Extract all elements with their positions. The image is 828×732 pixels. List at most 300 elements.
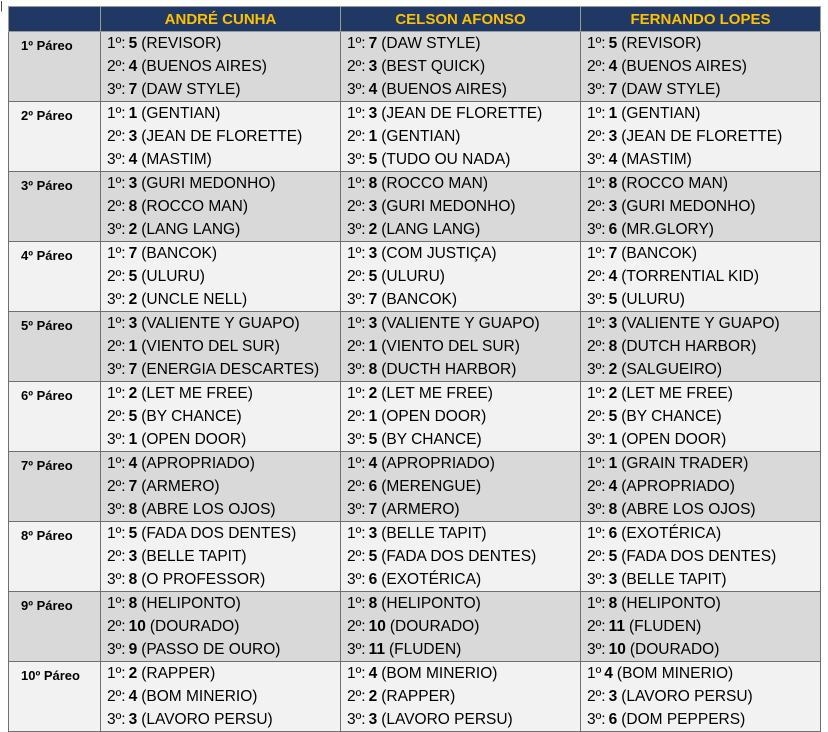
tip-line <box>341 545 580 568</box>
horse-number: 5 <box>368 151 378 168</box>
horse-name: (MERENGUE) <box>381 478 482 495</box>
finish-position: 2º: <box>347 268 366 285</box>
horse-number: 8 <box>128 198 138 215</box>
horse-name: (FADA DOS DENTES) <box>381 548 537 565</box>
horse-number: 1 <box>608 455 618 472</box>
horse-number: 10 <box>608 641 626 658</box>
tip-line <box>101 172 340 195</box>
horse-number: 3 <box>368 525 378 542</box>
horse-number: 3 <box>368 711 378 728</box>
horse-name: (LAVORO PERSU) <box>141 711 273 728</box>
horse-number: 5 <box>608 408 618 425</box>
tip-line <box>101 55 340 78</box>
finish-position: 2º: <box>107 198 126 215</box>
tip-line <box>581 382 820 405</box>
horse-name: (HELIPONTO) <box>621 595 721 612</box>
horse-name: (LAVORO PERSU) <box>381 711 513 728</box>
horse-name: (FADA DOS DENTES) <box>141 525 297 542</box>
horse-number: 2 <box>608 385 618 402</box>
tip-line <box>581 428 820 451</box>
horse-name: (LANG LANG) <box>381 221 481 238</box>
tip-line <box>581 592 820 615</box>
finish-position: 1º: <box>107 525 126 542</box>
horse-name: (MASTIM) <box>141 151 212 168</box>
tip-cell <box>101 172 341 242</box>
horse-number: 4 <box>608 151 618 168</box>
horse-number: 8 <box>608 175 618 192</box>
tip-line <box>101 218 340 241</box>
horse-name: (RAPPER) <box>381 688 456 705</box>
tip-cell <box>581 172 821 242</box>
tip-line <box>581 288 820 311</box>
race-label: 3º Páreo <box>9 172 101 242</box>
tip-line <box>581 55 820 78</box>
horse-number: 6 <box>608 525 618 542</box>
horse-number: 1 <box>608 431 618 448</box>
tip-line <box>101 102 340 125</box>
tip-cell <box>341 102 581 172</box>
tip-line <box>341 242 580 265</box>
finish-position: 1º: <box>587 525 606 542</box>
finish-position: 3º: <box>107 81 126 98</box>
tip-line <box>581 638 820 661</box>
tip-cell <box>341 172 581 242</box>
tip-line <box>101 662 340 685</box>
tip-line <box>341 148 580 171</box>
horse-number: 8 <box>128 595 138 612</box>
finish-position: 2º: <box>347 128 366 145</box>
horse-name: (ULURU) <box>381 268 445 285</box>
horse-number: 3 <box>608 571 618 588</box>
horse-number: 4 <box>608 268 618 285</box>
finish-position: 3º: <box>587 501 606 518</box>
horse-name: (VALIENTE Y GUAPO) <box>141 315 300 332</box>
finish-position: 3º: <box>107 291 126 308</box>
horse-number: 3 <box>128 548 138 565</box>
finish-position: 3º: <box>587 641 606 658</box>
horse-name: (ARMERO) <box>141 478 220 495</box>
horse-name: (ENERGIA DESCARTES) <box>141 361 320 378</box>
tip-line <box>341 428 580 451</box>
horse-name: (BUENOS AIRES) <box>141 58 267 75</box>
horse-number: 6 <box>368 571 378 588</box>
finish-position: 3º: <box>587 711 606 728</box>
horse-name: (JEAN DE FLORETTE) <box>381 105 543 122</box>
horse-number: 1 <box>368 338 378 355</box>
tip-line <box>581 358 820 381</box>
horse-name: (FLUDEN) <box>628 618 702 635</box>
tip-cell <box>581 592 821 662</box>
tip-line <box>101 195 340 218</box>
tip-line <box>581 242 820 265</box>
finish-position: 3º: <box>587 221 606 238</box>
tip-line <box>101 685 340 708</box>
horse-number: 4 <box>368 81 378 98</box>
horse-name: (UNCLE NELL) <box>141 291 248 308</box>
tip-line <box>341 78 580 101</box>
horse-number: 4 <box>368 665 378 682</box>
horse-name: (HELIPONTO) <box>381 595 481 612</box>
horse-number: 3 <box>128 711 138 728</box>
horse-number: 3 <box>608 315 618 332</box>
finish-position: 3º: <box>587 291 606 308</box>
finish-position: 3º: <box>347 711 366 728</box>
tip-line <box>101 568 340 591</box>
race-row <box>9 102 821 172</box>
tip-cell <box>581 32 821 102</box>
finish-position: 1º: <box>347 525 366 542</box>
horse-name: (DOM PEPPERS) <box>621 711 746 728</box>
horse-number: 5 <box>368 548 378 565</box>
tip-cell <box>341 662 581 732</box>
horse-number: 2 <box>368 385 378 402</box>
finish-position: 2º: <box>587 618 606 635</box>
race-label: 8º Páreo <box>9 522 101 592</box>
horse-name: (BANCOK) <box>621 245 698 262</box>
tip-line <box>581 32 820 55</box>
tip-cell <box>341 32 581 102</box>
horse-number: 6 <box>368 478 378 495</box>
horse-name: (DOURADO) <box>149 618 240 635</box>
finish-position: 1º: <box>347 315 366 332</box>
horse-name: (BANCOK) <box>141 245 218 262</box>
tip-line <box>581 662 820 685</box>
horse-number: 3 <box>608 688 618 705</box>
tip-line <box>581 708 820 731</box>
horse-name: (BELLE TAPIT) <box>141 548 247 565</box>
finish-position: 2º: <box>347 478 366 495</box>
finish-position: 1º: <box>107 665 126 682</box>
horse-number: 8 <box>608 595 618 612</box>
horse-name: (RAPPER) <box>141 665 216 682</box>
finish-position: 2º: <box>587 198 606 215</box>
tip-line <box>101 312 340 335</box>
finish-position: 2º: <box>347 408 366 425</box>
race-row <box>9 662 821 732</box>
finish-position: 2º: <box>107 268 126 285</box>
horse-number: 4 <box>608 478 618 495</box>
finish-position: 3º: <box>347 431 366 448</box>
horse-name: (GURI MEDONHO) <box>381 198 516 215</box>
finish-position: 1º: <box>587 315 606 332</box>
race-row <box>9 382 821 452</box>
tip-line <box>341 568 580 591</box>
tip-line <box>341 358 580 381</box>
finish-position: 2º: <box>347 618 366 635</box>
tip-line <box>101 498 340 521</box>
tip-line <box>581 452 820 475</box>
finish-position: 2º: <box>107 548 126 565</box>
horse-number: 2 <box>368 221 378 238</box>
horse-name: (VALIENTE Y GUAPO) <box>381 315 540 332</box>
finish-position: 1º: <box>107 455 126 472</box>
finish-position: 2º: <box>107 338 126 355</box>
horse-name: (BY CHANCE) <box>621 408 722 425</box>
horse-name: (MR.GLORY) <box>621 221 714 238</box>
tip-line <box>581 312 820 335</box>
tip-line <box>341 288 580 311</box>
finish-position: 3º: <box>587 151 606 168</box>
tip-line <box>101 522 340 545</box>
race-label: 5º Páreo <box>9 312 101 382</box>
tip-line <box>341 405 580 428</box>
horse-name: (BY CHANCE) <box>141 408 242 425</box>
horse-number: 4 <box>128 151 138 168</box>
horse-number: 2 <box>128 385 138 402</box>
horse-name: (BELLE TAPIT) <box>621 571 727 588</box>
horse-name: (BOM MINERIO) <box>141 688 258 705</box>
horse-name: (BUENOS AIRES) <box>381 81 507 98</box>
horse-number: 3 <box>368 315 378 332</box>
finish-position: 3º: <box>347 361 366 378</box>
horse-name: (TUDO OU NADA) <box>381 151 511 168</box>
horse-name: (LET ME FREE) <box>141 385 253 402</box>
finish-position: 3º: <box>107 361 126 378</box>
finish-position: 1º: <box>347 35 366 52</box>
tip-line <box>101 125 340 148</box>
race-label: 10º Páreo <box>9 662 101 732</box>
tip-cell <box>101 382 341 452</box>
tip-cell <box>581 452 821 522</box>
finish-position: 3º: <box>587 361 606 378</box>
race-label: 4º Páreo <box>9 242 101 312</box>
horse-number: 8 <box>128 501 138 518</box>
horse-number: 3 <box>608 128 618 145</box>
tip-line <box>341 592 580 615</box>
horse-name: (GURI MEDONHO) <box>141 175 276 192</box>
tip-line <box>341 452 580 475</box>
horse-name: (ULURU) <box>141 268 205 285</box>
horse-name: (OPEN DOOR) <box>381 408 487 425</box>
finish-position: 1º: <box>107 105 126 122</box>
horse-name: (DAW STYLE) <box>381 35 481 52</box>
horse-name: (EXOTÉRICA) <box>621 525 722 542</box>
tip-cell <box>341 452 581 522</box>
horse-number: 7 <box>128 478 138 495</box>
horse-name: (FLUDEN) <box>388 641 462 658</box>
horse-number: 2 <box>608 361 618 378</box>
tip-line <box>101 592 340 615</box>
finish-position: 2º: <box>107 688 126 705</box>
horse-name: (HELIPONTO) <box>141 595 241 612</box>
race-label: 6º Páreo <box>9 382 101 452</box>
horse-name: (BOM MINERIO) <box>616 665 734 682</box>
tip-line <box>341 498 580 521</box>
horse-number: 1 <box>128 338 138 355</box>
horse-name: (JEAN DE FLORETTE) <box>621 128 783 145</box>
tip-line <box>581 148 820 171</box>
horse-number: 11 <box>608 618 625 635</box>
horse-number: 4 <box>128 688 138 705</box>
horse-name: (APROPRIADO) <box>141 455 255 472</box>
horse-number: 8 <box>608 501 618 518</box>
finish-position: 1º: <box>587 175 606 192</box>
horse-number: 8 <box>128 571 138 588</box>
horse-number: 10 <box>128 618 146 635</box>
horse-number: 3 <box>128 175 138 192</box>
tip-line <box>341 475 580 498</box>
tip-line <box>101 32 340 55</box>
finish-position: 3º: <box>347 291 366 308</box>
header-andre-cunha: ANDRÉ CUNHA <box>101 7 341 32</box>
corner-mark: | <box>0 0 3 12</box>
finish-position: 1º: <box>347 595 366 612</box>
horse-number: 7 <box>128 245 138 262</box>
tip-line <box>101 475 340 498</box>
finish-position: 1º: <box>587 455 606 472</box>
horse-name: (APROPRIADO) <box>621 478 735 495</box>
horse-number: 8 <box>368 595 378 612</box>
finish-position: 1º: <box>107 35 126 52</box>
header-fernando-lopes: FERNANDO LOPES <box>581 7 821 32</box>
finish-position: 2º: <box>107 408 126 425</box>
tip-line <box>101 78 340 101</box>
finish-position: 1º: <box>347 385 366 402</box>
horse-name: (OPEN DOOR) <box>141 431 247 448</box>
finish-position: 1º: <box>587 245 606 262</box>
tip-line <box>341 102 580 125</box>
horse-number: 6 <box>608 221 618 238</box>
tip-cell <box>581 382 821 452</box>
horse-number: 3 <box>368 245 378 262</box>
horse-name: (ROCCO MAN) <box>141 198 248 215</box>
finish-position: 1º: <box>107 595 126 612</box>
horse-number: 5 <box>608 35 618 52</box>
finish-position: 2º: <box>587 338 606 355</box>
race-row <box>9 522 821 592</box>
finish-position: 3º: <box>347 81 366 98</box>
horse-name: (APROPRIADO) <box>381 455 495 472</box>
finish-position: 3º: <box>107 571 126 588</box>
horse-number: 5 <box>128 525 138 542</box>
tips-table <box>8 6 821 732</box>
horse-name: (BUENOS AIRES) <box>621 58 747 75</box>
horse-name: (DAW STYLE) <box>621 81 721 98</box>
tip-line <box>581 102 820 125</box>
tip-cell <box>581 522 821 592</box>
tip-line <box>341 265 580 288</box>
finish-position: 3º: <box>587 81 606 98</box>
horse-name: (OPEN DOOR) <box>621 431 727 448</box>
finish-position: 1º: <box>587 595 606 612</box>
horse-name: (VALIENTE Y GUAPO) <box>621 315 780 332</box>
finish-position: 3º: <box>587 431 606 448</box>
tip-line <box>341 615 580 638</box>
tip-cell <box>101 592 341 662</box>
finish-position: 1º: <box>347 665 366 682</box>
horse-number: 5 <box>368 268 378 285</box>
race-row <box>9 312 821 382</box>
horse-number: 5 <box>368 431 378 448</box>
finish-position: 2º: <box>587 548 606 565</box>
tip-line <box>341 195 580 218</box>
tip-line <box>341 312 580 335</box>
tip-line <box>581 615 820 638</box>
tip-line <box>341 172 580 195</box>
race-row <box>9 452 821 522</box>
tip-cell <box>101 452 341 522</box>
horse-number: 5 <box>608 548 618 565</box>
horse-number: 3 <box>368 105 378 122</box>
horse-name: (ARMERO) <box>381 501 460 518</box>
tip-line <box>101 638 340 661</box>
horse-name: (BY CHANCE) <box>381 431 482 448</box>
horse-name: (LET ME FREE) <box>621 385 733 402</box>
horse-number: 10 <box>368 618 386 635</box>
horse-number: 11 <box>368 641 385 658</box>
horse-number: 2 <box>128 221 138 238</box>
tip-line <box>341 125 580 148</box>
horse-name: (VIENTO DEL SUR) <box>381 338 520 355</box>
finish-position: 1º: <box>347 455 366 472</box>
tip-line <box>101 452 340 475</box>
tip-line <box>581 475 820 498</box>
finish-position: 2º: <box>347 198 366 215</box>
horse-name: (COM JUSTIÇA) <box>381 245 497 262</box>
finish-position: 3º: <box>347 571 366 588</box>
horse-number: 4 <box>604 665 613 682</box>
header-row <box>9 7 821 32</box>
finish-position: 2º: <box>587 128 606 145</box>
tip-line <box>101 242 340 265</box>
header-blank-cell <box>9 7 101 32</box>
finish-position: 3º: <box>107 711 126 728</box>
horse-name: (GENTIAN) <box>381 128 461 145</box>
horse-name: (ROCCO MAN) <box>381 175 488 192</box>
finish-position: 2º: <box>587 478 606 495</box>
finish-position: 1º: <box>587 105 606 122</box>
horse-name: (DOURADO) <box>389 618 480 635</box>
tip-cell <box>101 242 341 312</box>
horse-name: (REVISOR) <box>621 35 702 52</box>
finish-position: 2º: <box>107 478 126 495</box>
finish-position: 1º: <box>587 35 606 52</box>
finish-position: 3º: <box>107 501 126 518</box>
horse-name: (BANCOK) <box>381 291 458 308</box>
finish-position: 1º: <box>347 105 366 122</box>
tip-cell <box>581 662 821 732</box>
finish-position: 3º: <box>347 221 366 238</box>
horse-name: (LANG LANG) <box>141 221 241 238</box>
horse-number: 7 <box>128 81 138 98</box>
horse-number: 2 <box>128 291 138 308</box>
tip-line <box>101 615 340 638</box>
race-row <box>9 172 821 242</box>
tip-cell <box>341 382 581 452</box>
finish-position: 1º: <box>107 245 126 262</box>
finish-position: 1º: <box>107 385 126 402</box>
tip-line <box>341 55 580 78</box>
horse-number: 7 <box>368 291 378 308</box>
tip-line <box>581 685 820 708</box>
finish-position: 1º: <box>107 175 126 192</box>
horse-name: (EXOTÉRICA) <box>381 571 482 588</box>
horse-number: 3 <box>368 58 378 75</box>
tip-line <box>581 218 820 241</box>
horse-number: 1 <box>368 128 378 145</box>
horse-number: 3 <box>368 198 378 215</box>
race-row <box>9 32 821 102</box>
tip-line <box>101 428 340 451</box>
tip-cell <box>101 32 341 102</box>
horse-name: (O PROFESSOR) <box>141 571 266 588</box>
horse-name: (SALGUEIRO) <box>621 361 722 378</box>
horse-number: 8 <box>608 338 618 355</box>
horse-number: 7 <box>608 81 618 98</box>
tip-cell <box>341 242 581 312</box>
horse-name: (ABRE LOS OJOS) <box>621 501 756 518</box>
finish-position: 2º: <box>107 58 126 75</box>
